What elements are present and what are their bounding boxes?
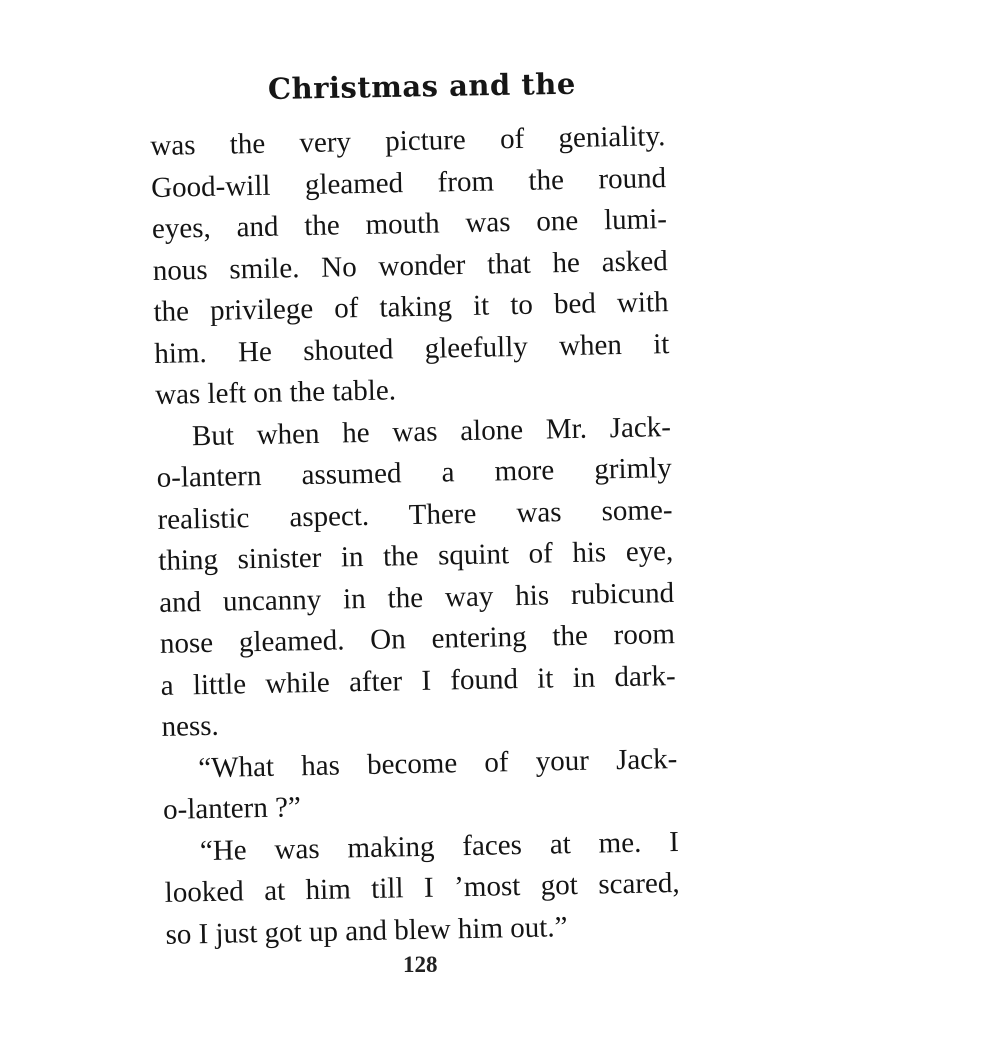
text-line: a little while after I found it in dark-: [160, 659, 676, 702]
text-line: Good-will gleamed from the round: [150, 161, 667, 204]
paragraph: [150, 116, 670, 416]
text-line: o-lantern assumed a more grimly: [156, 452, 672, 494]
text-line: and uncanny in the way his rubicund: [158, 576, 675, 619]
text-line: “What has become of your Jack-: [198, 742, 678, 784]
paragraph: [162, 738, 678, 831]
text-line: him. He shouted gleefully when it: [154, 327, 670, 370]
text-line: o-lantern ?”: [162, 791, 302, 826]
page-number: 128: [403, 952, 438, 977]
text-line: the privilege of taking it to bed with: [153, 286, 669, 328]
text-line: nose gleamed. On entering the room: [159, 618, 676, 660]
text-line: was left on the table.: [154, 374, 397, 411]
text-line: realistic aspect. There was some-: [157, 493, 673, 536]
body-text: [150, 116, 681, 956]
text-line: But when he was alone Mr. Jack-: [191, 410, 672, 452]
text-line: eyes, and the mouth was one lumi-: [151, 203, 668, 245]
text-line: nous smile. No wonder that he asked: [152, 244, 668, 287]
paragraph: [164, 821, 681, 955]
text-line: “He was making faces at me. I: [199, 825, 680, 867]
paragraph: [156, 407, 677, 749]
text-line: ness.: [161, 709, 220, 743]
text-line: so I just got up and blew him out.”: [165, 910, 568, 951]
running-head: Christmas and the: [267, 66, 577, 106]
text-line: thing sinister in the squint of his eye,: [158, 535, 674, 577]
text-line: looked at him till I ’most got scared,: [164, 866, 680, 909]
text-line: was the very picture of geniality.: [150, 120, 666, 162]
